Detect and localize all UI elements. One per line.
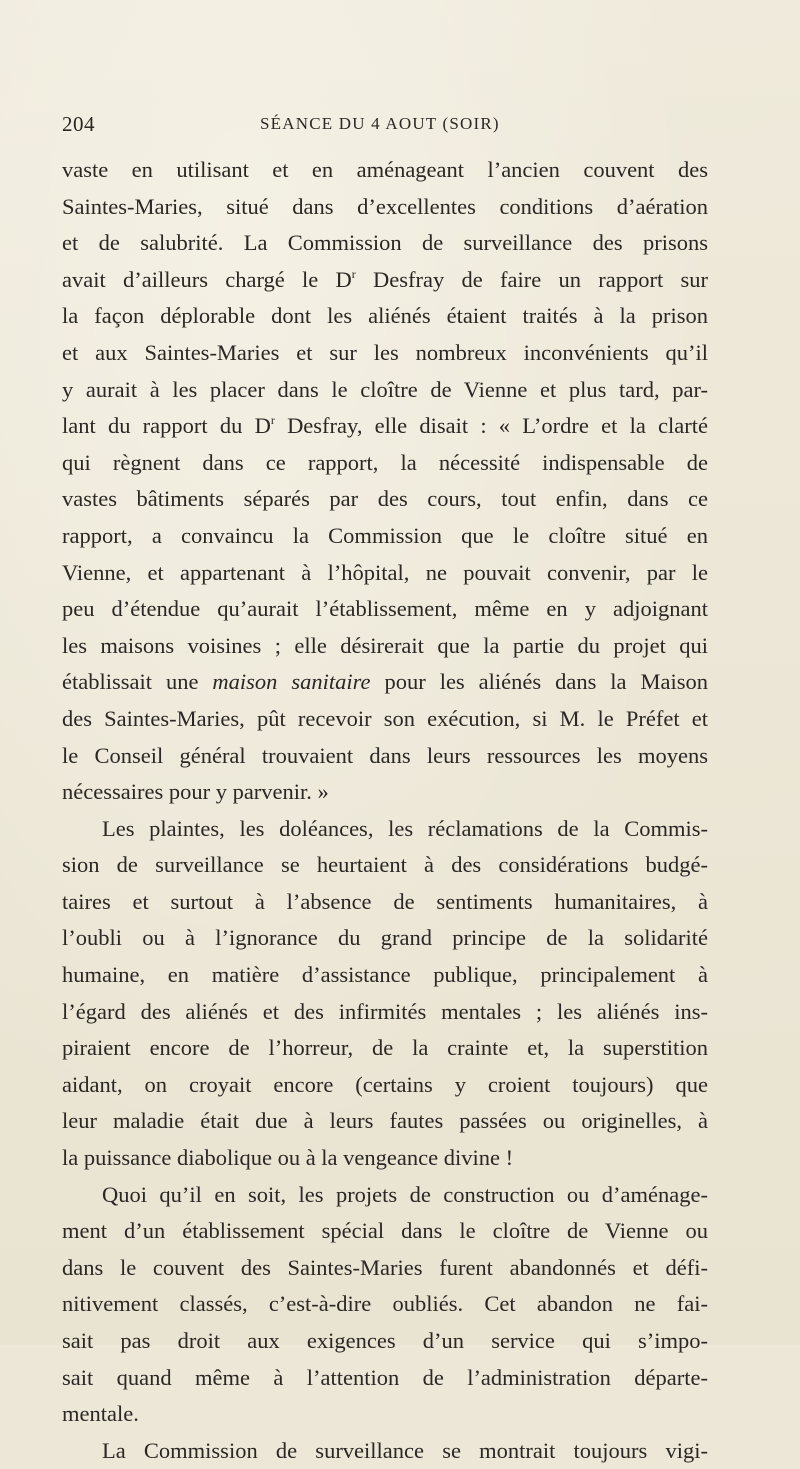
text-line: taires et surtout à l’absence de sentiments humanitaires, à (62, 888, 708, 914)
text-fragment: lant du rapport du D (62, 413, 271, 439)
text-line: rapport, a convaincu la Commission que le cloître situé en (62, 522, 708, 548)
page-number: 204 (62, 112, 95, 136)
text-line: la puissance diabolique ou à la vengeance divine ! (62, 1145, 514, 1171)
superscript: r (270, 413, 275, 428)
text-line: et de salubrité. La Commission de surveillance des prisons (62, 230, 708, 256)
text-line: qui règnent dans ce rapport, la nécessité indispensable de (62, 449, 708, 475)
text-line: sait pas droit aux exigences d’un service qui s’impo- (62, 1328, 708, 1353)
text-line: piraient encore de l’horreur, de la crainte et, la superstition (62, 1035, 708, 1061)
text-line: dans le couvent des Saintes-Maries furent abandonnés et défi- (62, 1254, 708, 1280)
running-head: SÉANCE DU 4 AOUT (SOIR) (260, 114, 500, 133)
text-fragment: pour les aliénés dans la Maison (370, 669, 708, 695)
text-fragment: établissait une (62, 669, 213, 695)
text-line: y aurait à les placer dans le cloître de Vienne et plus tard, par- (62, 376, 708, 402)
italic-phrase: maison sanitaire (212, 669, 371, 695)
text-line (62, 262, 708, 299)
text-fragment: Desfray de faire un rapport sur (355, 266, 708, 292)
text-line: nécessaires pour y parvenir. » (62, 779, 329, 805)
paragraph-start: Les plaintes, les doléances, les réclamations de la Commis- (102, 815, 708, 841)
superscript: r (351, 266, 356, 281)
text-line: mentale. (62, 1401, 139, 1427)
text-fragment: avait d’ailleurs chargé le D (62, 266, 352, 292)
text-line: leur maladie était due à leurs fautes passées ou originelles, à (62, 1108, 708, 1134)
text-line: aidant, on croyait encore (certains y croient toujours) que (62, 1071, 708, 1097)
text-line: ment d’un établissement spécial dans le cloître de Vienne ou (62, 1218, 708, 1244)
page-header (62, 112, 712, 142)
text-fragment: Desfray, elle disait : « L’ordre et la clarté (274, 413, 708, 439)
text-line (62, 664, 708, 701)
text-line: nitivement classés, c’est-à-dire oubliés. Cet abandon ne fai- (62, 1291, 708, 1317)
text-line: Saintes-Maries, situé dans d’excellentes conditions d’aération (62, 193, 708, 219)
text-line: sion de surveillance se heurtaient à des considérations budgé- (62, 852, 708, 878)
text-line: Vienne, et appartenant à l’hôpital, ne pouvait convenir, par le (62, 559, 708, 585)
text-line: vaste en utilisant et en aménageant l’ancien couvent des (62, 157, 708, 182)
text-line: les maisons voisines ; elle désirerait que la partie du projet qui (62, 632, 708, 658)
text-line: sait quand même à l’attention de l’administration départe- (62, 1364, 708, 1390)
body-text (62, 152, 708, 1463)
text-line: la façon déplorable dont les aliénés étaient traités à la prison (62, 303, 708, 329)
text-line: humaine, en matière d’assistance publique, principalement à (62, 962, 708, 988)
text-line: le Conseil général trouvaient dans leurs ressources les moyens (62, 742, 708, 768)
text-line: vastes bâtiments séparés par des cours, tout enfin, dans ce (62, 486, 708, 512)
text-line: l’oubli ou à l’ignorance du grand principe de la solidarité (62, 925, 708, 951)
text-line: et aux Saintes-Maries et sur les nombreux inconvénients qu’il (62, 339, 708, 365)
text-line: peu d’étendue qu’aurait l’établissement, même en y adjoignant (62, 596, 708, 622)
paragraph-start: La Commission de surveillance se montrait toujours vigi- (102, 1437, 708, 1463)
text-line: l’égard des aliénés et des infirmités mentales ; les aliénés ins- (62, 998, 708, 1024)
text-line (62, 408, 708, 445)
text-line: des Saintes-Maries, pût recevoir son exécution, si M. le Préfet et (62, 705, 708, 731)
paragraph-start: Quoi qu’il en soit, les projets de construction ou d’aménage- (102, 1181, 708, 1207)
